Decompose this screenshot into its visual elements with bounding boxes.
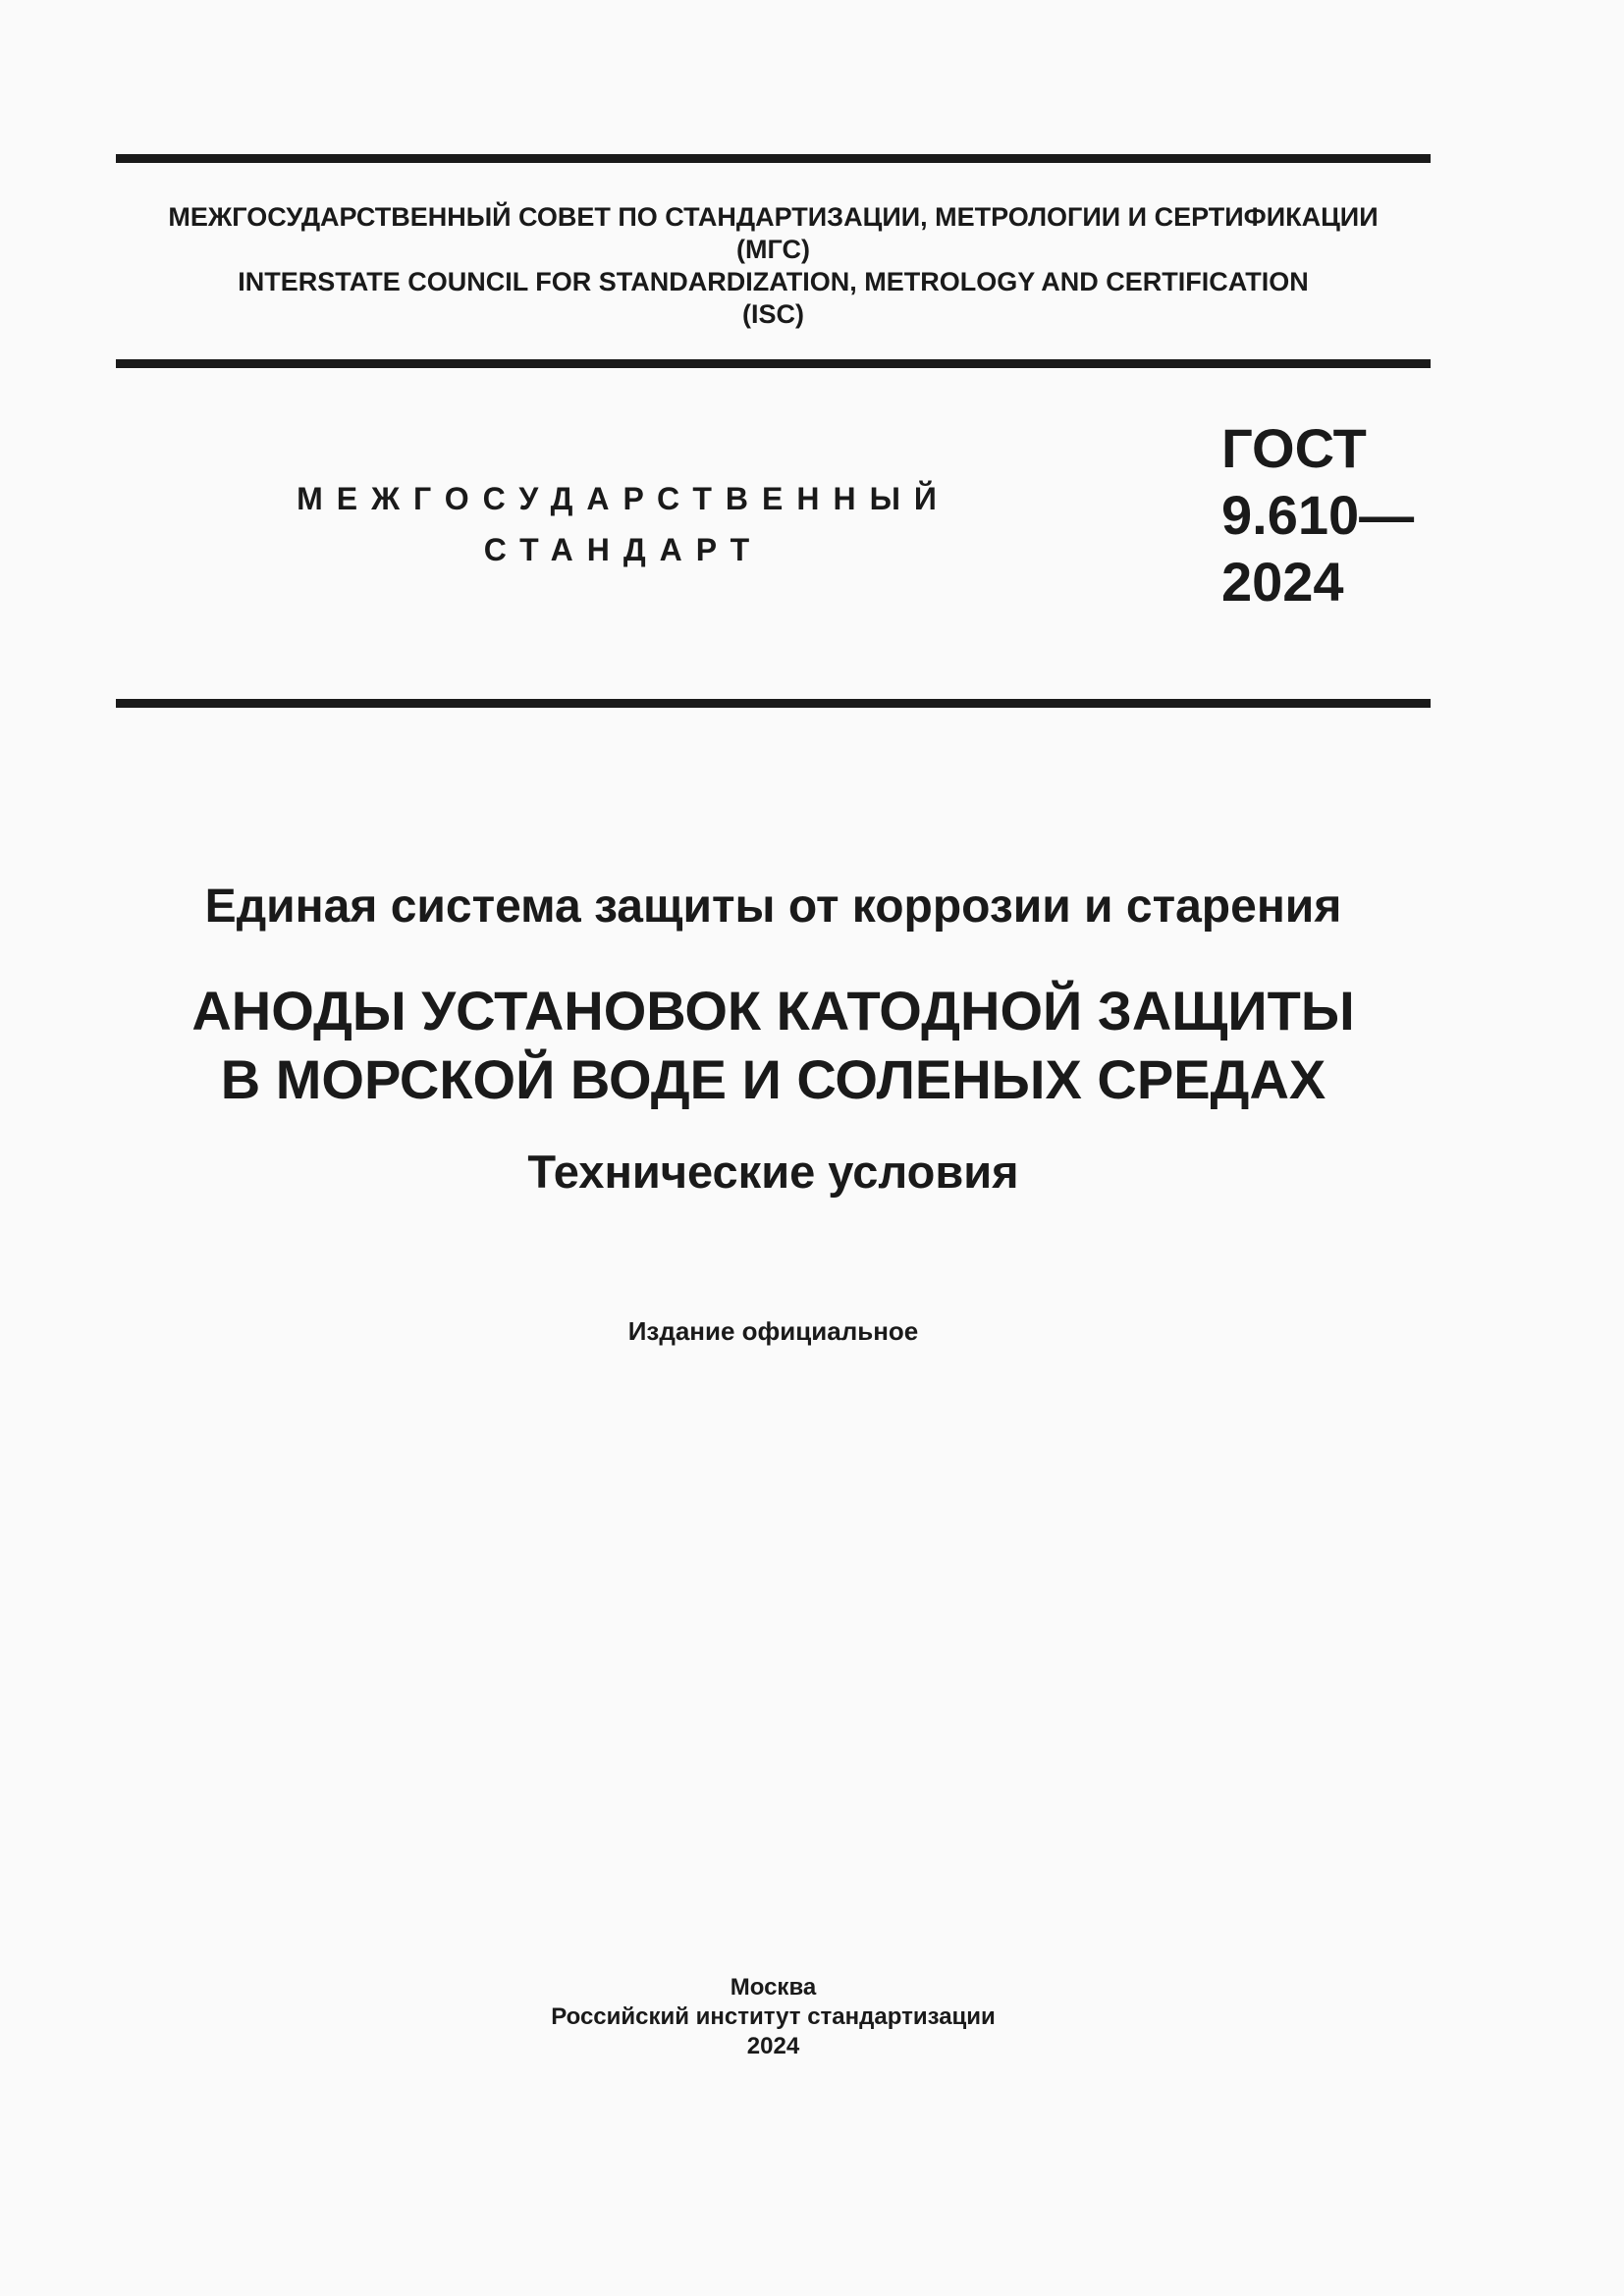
- council-name-en: INTERSTATE COUNCIL FOR STANDARDIZATION, METROLOGY AND CERTIFICATION: [238, 267, 1309, 296]
- main-title-line1: АНОДЫ УСТАНОВОК КАТОДНОЙ ЗАЩИТЫ: [191, 980, 1355, 1041]
- standard-type-line1: МЕЖГОСУДАРСТВЕННЫЙ: [297, 481, 950, 516]
- designation-year: 2024: [1221, 551, 1344, 613]
- imprint-publisher: Российский институт стандартизации: [551, 2003, 996, 2030]
- imprint-year: 2024: [746, 2033, 800, 2059]
- imprint: [116, 1973, 1431, 2061]
- council-abbr-ru: (МГС): [736, 235, 810, 264]
- designation-prefix: ГОСТ: [1221, 417, 1367, 479]
- subtitle: Технические условия: [527, 1146, 1019, 1198]
- designation-divider: [116, 699, 1431, 708]
- series-title: Единая система защиты от коррозии и старения: [204, 881, 1342, 933]
- council-name-ru: МЕЖГОСУДАРСТВЕННЫЙ СОВЕТ ПО СТАНДАРТИЗАЦИИ, МЕТРОЛОГИИ И СЕРТИФИКАЦИИ: [168, 202, 1379, 232]
- imprint-city: Москва: [730, 1974, 817, 2001]
- standard-type-line2: СТАНДАРТ: [483, 532, 764, 567]
- council-abbr-en: (ISC): [742, 299, 804, 329]
- header-divider: [116, 359, 1431, 368]
- edition-note: Издание официальное: [627, 1316, 919, 1346]
- standard-type: [245, 473, 1001, 575]
- main-title: [116, 977, 1431, 1114]
- standard-designation: [1221, 415, 1414, 615]
- main-title-line2: В МОРСКОЙ ВОДЕ И СОЛЕНЫХ СРЕДАХ: [220, 1048, 1326, 1110]
- council-header: [116, 201, 1431, 331]
- designation-number: 9.610—: [1221, 484, 1415, 546]
- top-divider: [116, 154, 1431, 163]
